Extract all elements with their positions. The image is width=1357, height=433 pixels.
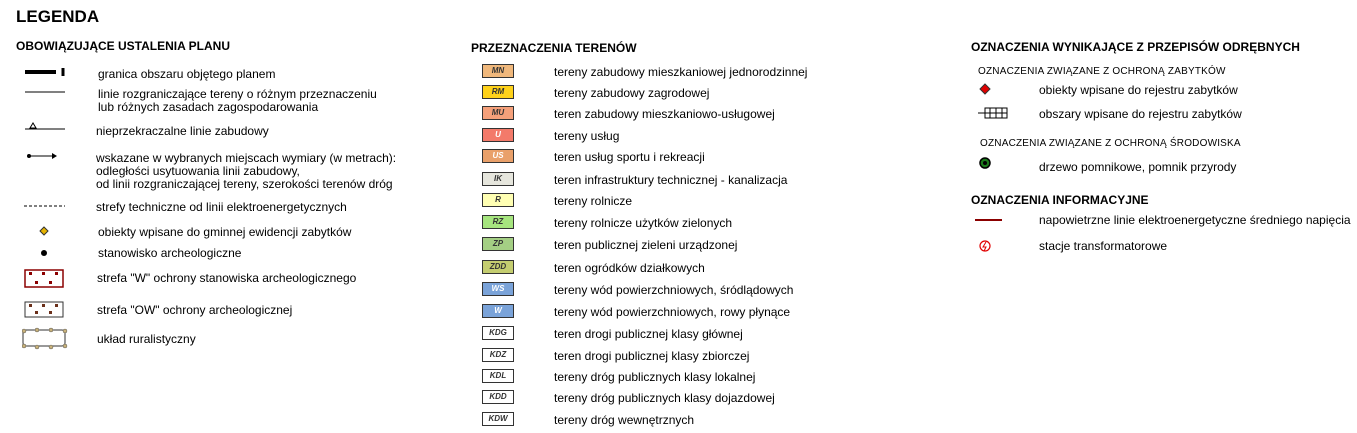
- landuse-code-1: RM: [482, 85, 514, 99]
- landuse-label-10: tereny wód powierzchniowych, śródlądowych: [554, 283, 794, 297]
- legend-title: LEGENDA: [16, 7, 100, 26]
- natural-monument-icon: [980, 158, 990, 168]
- landuse-label-1: tereny zabudowy zagrodowej: [554, 86, 710, 100]
- col1-heading: OBOWIĄZUJĄCE USTALENIA PLANU: [16, 39, 230, 53]
- landuse-code-5: IK: [482, 172, 514, 186]
- col3-label-1: obszary wpisane do rejestru zabytków: [1039, 107, 1242, 121]
- landuse-label-9: teren ogródków działkowych: [554, 261, 705, 275]
- landuse-code-2: MU: [482, 106, 514, 120]
- landuse-label-5: teren infrastruktury technicznej - kanalizacja: [554, 173, 788, 187]
- col3-label-0: obiekty wpisane do rejestru zabytków: [1039, 83, 1238, 97]
- col1-symbols: [22, 62, 72, 362]
- col2-heading: PRZEZNACZENIA TERENÓW: [471, 41, 637, 55]
- landuse-label-13: teren drogi publicznej klasy zbiorczej: [554, 349, 750, 363]
- archaeological-site-icon: [41, 250, 47, 256]
- landuse-label-6: tereny rolnicze: [554, 194, 633, 208]
- landuse-code-12: KDG: [482, 326, 514, 340]
- col1-label-8: strefa "OW" ochrony archeologicznej: [97, 303, 293, 317]
- landuse-label-3: tereny usług: [554, 129, 620, 143]
- col1-label-5: obiekty wpisane do gminnej ewidencji zabytków: [98, 225, 352, 239]
- col3-label-4: stacje transformatorowe: [1039, 239, 1168, 253]
- landuse-code-6: R: [482, 193, 514, 207]
- rural-layout-icon: [22, 328, 67, 349]
- landuse-label-8: teren publicznej zieleni urządzonej: [554, 238, 738, 252]
- col1-label-4: strefy techniczne od linii elektroenergetycznych: [96, 200, 347, 214]
- landuse-code-14: KDL: [482, 369, 514, 383]
- col3-sub1: OZNACZENIA ZWIĄZANE Z OCHRONĄ ZABYTKÓW: [978, 66, 1226, 77]
- landuse-label-16: tereny dróg wewnętrznych: [554, 413, 695, 427]
- landuse-label-14: tereny dróg publicznych klasy lokalnej: [554, 370, 756, 384]
- col3-heading: OZNACZENIA WYNIKAJĄCE Z PRZEPISÓW ODRĘBNYCH: [971, 40, 1300, 54]
- landuse-code-11: W: [482, 304, 514, 318]
- landuse-code-16: KDW: [482, 412, 514, 426]
- landuse-code-7: RZ: [482, 215, 514, 229]
- landuse-code-10: WS: [482, 282, 514, 296]
- landuse-code-8: ZP: [482, 237, 514, 251]
- landuse-code-4: US: [482, 149, 514, 163]
- landuse-label-0: tereny zabudowy mieszkaniowej jednorodzinnej: [554, 65, 808, 79]
- landuse-label-4: teren usług sportu i rekreacji: [554, 150, 705, 164]
- landuse-label-12: teren drogi publicznej klasy głównej: [554, 327, 743, 341]
- col1-label-3b: odległości usytuowania linii zabudowy,: [96, 164, 300, 178]
- col1-label-2: nieprzekraczalne linie zabudowy: [96, 124, 269, 138]
- plan-boundary-icon: [25, 68, 63, 76]
- landuse-code-0: MN: [482, 64, 514, 78]
- ow-zone-icon: [25, 302, 63, 317]
- landuse-label-2: teren zabudowy mieszkaniowo-usługowej: [554, 107, 775, 121]
- landuse-code-9: ZDD: [482, 260, 514, 274]
- col1-label-1a: linie rozgraniczające tereny o różnym przeznaczeniu: [98, 87, 377, 101]
- landuse-label-11: tereny wód powierzchniowych, rowy płynące: [554, 305, 791, 319]
- landuse-label-15: tereny dróg publicznych klasy dojazdowej: [554, 391, 775, 405]
- local-monument-icon: [40, 227, 48, 235]
- col3-label-3: napowietrzne linie elektroenergetyczne średniego napięcia: [1039, 213, 1351, 227]
- col1-label-3a: wskazane w wybranych miejscach wymiary (w metrach):: [96, 151, 397, 165]
- col1-label-9: układ ruralistyczny: [97, 332, 196, 346]
- registered-area-icon: [978, 108, 1007, 118]
- landuse-code-3: U: [482, 128, 514, 142]
- col1-label-7: strefa "W" ochrony stanowiska archeologicznego: [97, 271, 357, 285]
- building-line-icon: [25, 123, 65, 129]
- col1-label-1b: lub różnych zasadach zagospodarowania: [98, 100, 319, 114]
- col1-label-0: granica obszaru objętego planem: [98, 67, 276, 81]
- w-zone-icon: [25, 270, 63, 287]
- landuse-label-7: tereny rolnicze użytków zielonych: [554, 216, 733, 230]
- col3-symbols: [975, 80, 1015, 260]
- transformer-icon: [980, 241, 990, 251]
- col3-sub2: OZNACZENIA ZWIĄZANE Z OCHRONĄ ŚRODOWISKA: [980, 138, 1241, 149]
- dimension-icon: [27, 153, 57, 159]
- landuse-code-13: KDZ: [482, 348, 514, 362]
- landuse-code-15: KDD: [482, 390, 514, 404]
- col3-heading2: OZNACZENIA INFORMACYJNE: [971, 193, 1149, 207]
- col1-label-6: stanowisko archeologiczne: [98, 246, 242, 260]
- col1-label-3c: od linii rozgraniczającej tereny, szerokości terenów dróg: [96, 177, 393, 191]
- col3-label-2: drzewo pomnikowe, pomnik przyrody: [1039, 160, 1237, 174]
- registered-monument-icon: [980, 84, 990, 94]
